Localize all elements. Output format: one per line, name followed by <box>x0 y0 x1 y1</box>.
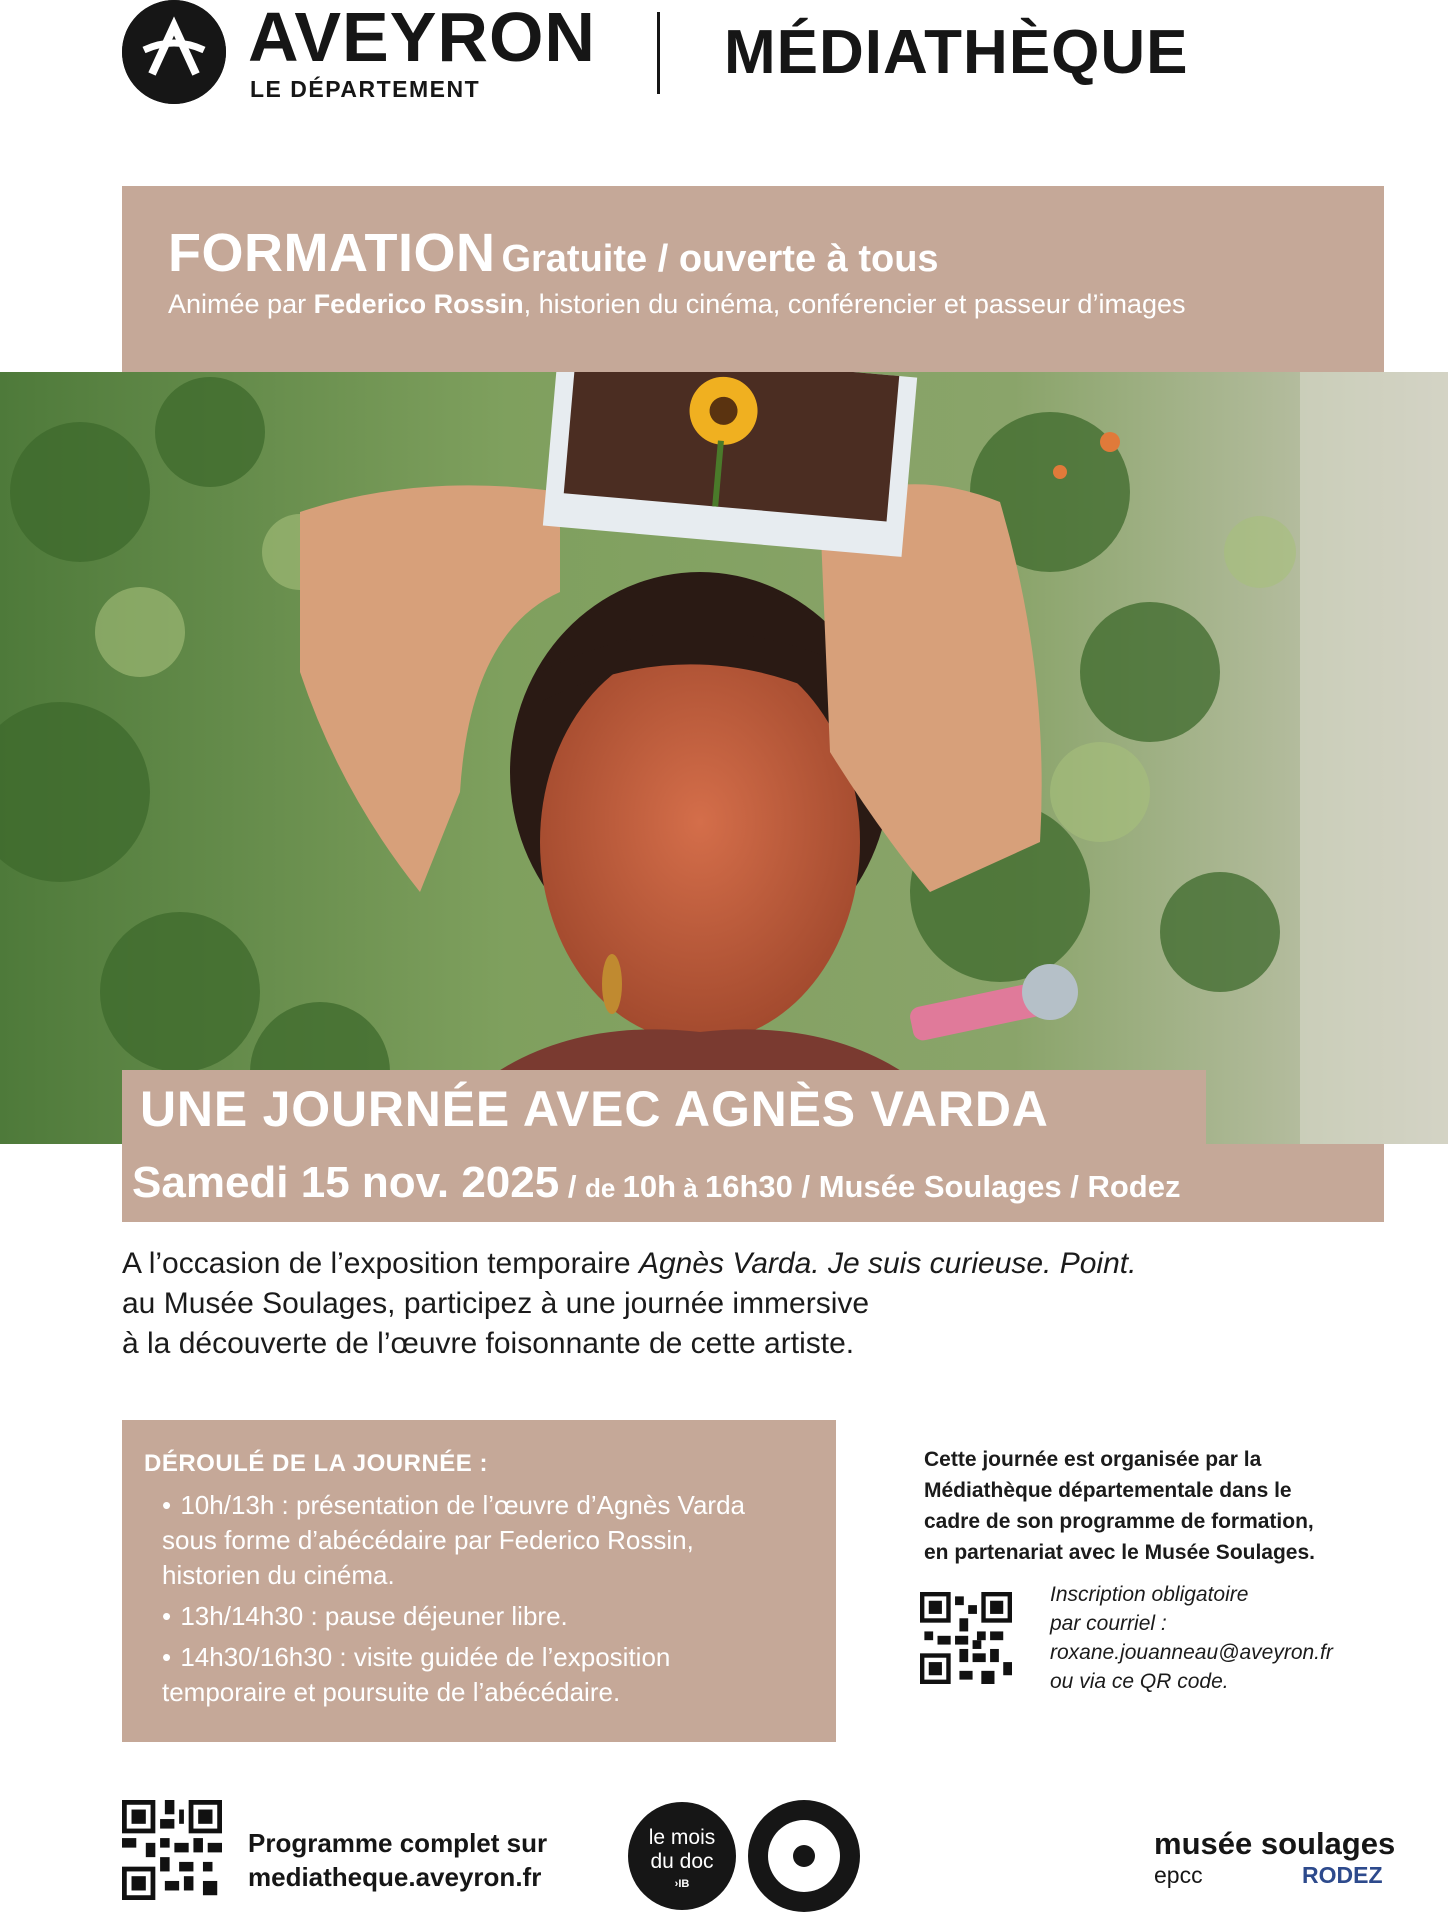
brand-title: AVEYRON <box>248 0 596 76</box>
registration-line: par courriel : <box>1050 1612 1167 1635</box>
programme-heading: DÉROULÉ DE LA JOURNÉE : <box>144 1450 488 1477</box>
moisdoc-line-3: ›IB <box>674 1878 690 1890</box>
registration-line: ou via ce QR code. <box>1050 1670 1229 1693</box>
brand-subtitle: LE DÉPARTEMENT <box>250 76 481 102</box>
programme-link-label: Programme complet sur <box>248 1828 548 1858</box>
programme-item-text: 13h/14h30 : pause déjeuner libre. <box>180 1601 568 1631</box>
banner-title: FORMATION <box>168 223 496 283</box>
banner-title-line <box>168 222 939 284</box>
event-venue: Musée Soulages <box>818 1169 1062 1204</box>
aveyron-logo-icon <box>122 0 226 104</box>
moisdoc-line-1: le mois <box>648 1826 716 1849</box>
time-end: 16h30 <box>704 1169 793 1204</box>
separator: / <box>559 1169 586 1204</box>
separator: / <box>1061 1169 1088 1204</box>
organisation-line: cadre de son programme de formation, <box>924 1510 1314 1533</box>
banner-subtitle <box>168 289 1185 320</box>
event-date-line <box>132 1158 1180 1208</box>
bullet: • <box>162 1642 172 1672</box>
hero-photo <box>0 372 1448 1144</box>
section-title: MÉDIATHÈQUE <box>724 18 1189 87</box>
registration-qr-code-icon[interactable] <box>920 1592 1012 1684</box>
programme-item-text: 10h/13h : présentation de l’œuvre d’Agnès Varda sous forme d’abécédaire par Federico Rossin, historien du cinéma. <box>162 1490 745 1590</box>
programme-box <box>122 1420 836 1742</box>
intro-line-1 <box>122 1244 1322 1284</box>
mois-du-doc-logo <box>628 1802 736 1910</box>
bullet: • <box>162 1490 172 1520</box>
target-logo-icon <box>748 1800 860 1912</box>
registration-line: Inscription obligatoire <box>1050 1583 1249 1606</box>
bullet: • <box>162 1601 172 1631</box>
event-date: Samedi 15 nov. 2025 <box>132 1158 560 1207</box>
intro-line-3: à la découverte de l’œuvre foisonnante de cette artiste. <box>122 1327 855 1360</box>
organisation-line: Cette journée est organisée par la <box>924 1448 1262 1471</box>
programme-item <box>162 1640 782 1710</box>
registration-note <box>1050 1580 1333 1696</box>
moisdoc-line-2: du doc <box>650 1850 714 1873</box>
programme-item-text: 14h30/16h30 : visite guidée de l’exposition temporaire et poursuite de l’abécédaire. <box>162 1642 671 1707</box>
musee-soulages-logo: musée soulages <box>1154 1826 1396 1861</box>
time-start: 10h <box>622 1169 677 1204</box>
banner-subtitle-name: Federico Rossin <box>313 289 524 319</box>
programme-link-url[interactable]: mediatheque.aveyron.fr <box>248 1862 542 1892</box>
header-divider <box>657 12 660 94</box>
organisation-note <box>924 1444 1384 1568</box>
organisation-line: en partenariat avec le Musée Soulages. <box>924 1541 1316 1564</box>
programme-list <box>162 1488 782 1716</box>
event-city: Rodez <box>1087 1169 1181 1204</box>
intro-line-1-text: A l’occasion de l’exposition temporaire <box>122 1247 639 1280</box>
intro-line-2: au Musée Soulages, participez à une journée immersive <box>122 1287 870 1320</box>
banner-subtitle-suffix: , historien du cinéma, conférencier et passeur d’images <box>523 289 1186 319</box>
formation-banner <box>122 186 1384 372</box>
exhibition-title: Agnès Varda. Je suis curieuse. Point. <box>638 1247 1137 1280</box>
separator: / <box>792 1169 819 1204</box>
registration-email[interactable]: roxane.jouanneau@aveyron.fr <box>1050 1641 1333 1664</box>
programme-link[interactable] <box>248 1826 547 1894</box>
soulages-epcc: epcc <box>1154 1862 1203 1888</box>
programme-qr-code-icon[interactable] <box>122 1800 222 1900</box>
intro-paragraph <box>122 1244 1322 1364</box>
programme-item <box>162 1488 782 1593</box>
organisation-line: Médiathèque départementale dans le <box>924 1479 1292 1502</box>
programme-item <box>162 1599 782 1634</box>
soulages-city: RODEZ <box>1302 1862 1383 1888</box>
banner-subtitle-prefix: Animée par <box>168 289 314 319</box>
time-a: à <box>676 1173 705 1203</box>
banner-title-suffix: Gratuite / ouverte à tous <box>501 238 939 280</box>
event-title: UNE JOURNÉE AVEC AGNÈS VARDA <box>140 1081 1049 1137</box>
time-de: de <box>585 1173 623 1203</box>
